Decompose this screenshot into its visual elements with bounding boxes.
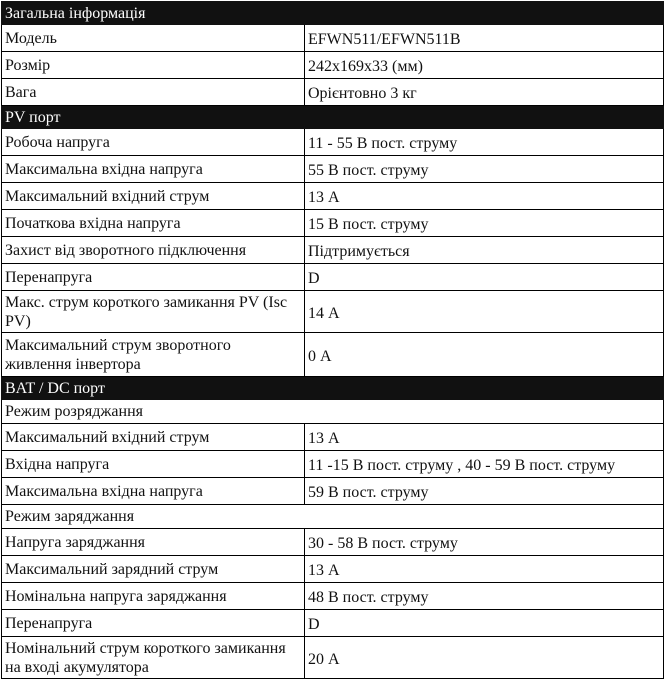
spec-value: 242x169x33 (мм) <box>305 52 664 79</box>
spec-value: Орієнтовно 3 кг <box>305 79 664 106</box>
spec-label: Захист від зворотного підключення <box>2 237 305 264</box>
spec-label: Початкова вхідна напруга <box>2 210 305 237</box>
spec-label: Макс. струм короткого замикання PV (Isc PV) <box>2 291 305 333</box>
subsection-row <box>2 400 664 424</box>
table-row <box>2 210 664 237</box>
section-header <box>2 2 664 25</box>
table-row <box>2 129 664 156</box>
table-row <box>2 183 664 210</box>
spec-value: Підтримується <box>305 237 664 264</box>
spec-table-body <box>2 2 664 679</box>
table-row <box>2 529 664 556</box>
spec-value: 0 А <box>305 333 664 377</box>
spec-value: D <box>305 610 664 637</box>
subsection-label: Режим розряджання <box>2 400 664 424</box>
table-row <box>2 79 664 106</box>
spec-label: Максимальний зарядний струм <box>2 556 305 583</box>
spec-value: 59 В пост. струму <box>305 478 664 505</box>
spec-value: 13 А <box>305 424 664 451</box>
spec-value: 13 А <box>305 556 664 583</box>
spec-label: Перенапруга <box>2 264 305 291</box>
spec-value: 30 - 58 В пост. струму <box>305 529 664 556</box>
spec-label: Максимальний вхідний струм <box>2 183 305 210</box>
spec-label: Розмір <box>2 52 305 79</box>
table-row <box>2 264 664 291</box>
spec-table <box>1 1 664 679</box>
spec-label: Номінальний струм короткого замикання на вході акумулятора <box>2 637 305 679</box>
spec-label: Максимальний вхідний струм <box>2 424 305 451</box>
section-title: PV порт <box>2 106 664 129</box>
spec-label: Робоча напруга <box>2 129 305 156</box>
spec-label: Модель <box>2 25 305 52</box>
spec-value: D <box>305 264 664 291</box>
table-row <box>2 556 664 583</box>
spec-label: Перенапруга <box>2 610 305 637</box>
section-title: BAT / DC порт <box>2 377 664 400</box>
spec-value: 15 В пост. струму <box>305 210 664 237</box>
spec-label: Максимальна вхідна напруга <box>2 478 305 505</box>
table-row <box>2 333 664 377</box>
spec-value: 55 В пост. струму <box>305 156 664 183</box>
table-row <box>2 451 664 478</box>
section-header <box>2 377 664 400</box>
spec-label: Напруга заряджання <box>2 529 305 556</box>
table-row <box>2 25 664 52</box>
spec-value: 13 А <box>305 183 664 210</box>
table-row <box>2 52 664 79</box>
section-title: Загальна інформація <box>2 2 664 25</box>
section-header <box>2 106 664 129</box>
spec-value: 11 - 55 В пост. струму <box>305 129 664 156</box>
table-row <box>2 583 664 610</box>
table-row <box>2 156 664 183</box>
spec-label: Вага <box>2 79 305 106</box>
subsection-row <box>2 505 664 529</box>
table-row <box>2 610 664 637</box>
spec-label: Максимальний струм зворотного живлення інвертора <box>2 333 305 377</box>
table-row <box>2 424 664 451</box>
spec-value: 11 -15 В пост. струму , 40 - 59 В пост. струму <box>305 451 664 478</box>
spec-value: 48 В пост. струму <box>305 583 664 610</box>
spec-value: 14 А <box>305 291 664 333</box>
spec-value: EFWN511/EFWN511B <box>305 25 664 52</box>
table-row <box>2 237 664 264</box>
table-row <box>2 291 664 333</box>
subsection-label: Режим заряджання <box>2 505 664 529</box>
table-row <box>2 637 664 679</box>
table-row <box>2 478 664 505</box>
spec-label: Вхідна напруга <box>2 451 305 478</box>
spec-value: 20 А <box>305 637 664 679</box>
spec-label: Максимальна вхідна напруга <box>2 156 305 183</box>
spec-label: Номінальна напруга заряджання <box>2 583 305 610</box>
